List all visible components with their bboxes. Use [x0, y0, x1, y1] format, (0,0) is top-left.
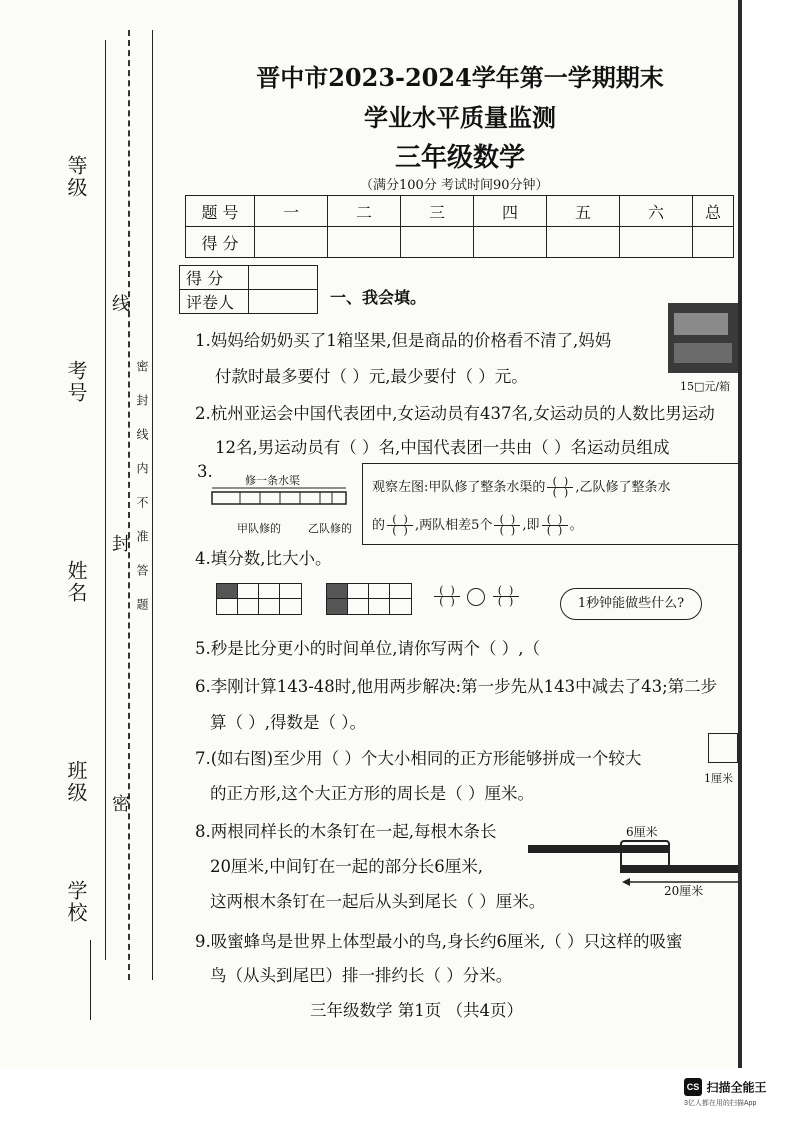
cs-logo-icon: CS — [684, 1078, 702, 1096]
school-underline — [90, 940, 91, 1020]
score-header-cell: 四 — [474, 196, 547, 227]
grid-cell — [259, 584, 280, 599]
score-header-cell: 题 号 — [186, 196, 255, 227]
label-school: 学校 — [64, 880, 88, 924]
label-name: 姓名 — [64, 560, 88, 604]
grid-cell — [280, 584, 301, 599]
q3-text-part: ,乙队修了整条水 — [575, 480, 671, 495]
grader-table — [179, 265, 318, 314]
q1-price-label: 15□元/箱 — [680, 380, 731, 393]
q6-line2: 算（ ）,得数是（ ）。 — [210, 713, 366, 732]
q5-line: 5.秒是比分更小的时间单位,请你写两个（ ）,（ — [195, 639, 540, 658]
q2-line2: 12名,男运动员有（ ）名,中国代表团一共由（ ）名运动员组成 — [215, 438, 670, 457]
grid-cell — [369, 599, 390, 614]
nut-box-image — [668, 303, 738, 373]
q8-line1: 8.两根同样长的木条钉在一起,每根木条长 — [195, 822, 497, 841]
q7-unit-square — [708, 733, 738, 763]
grid-cell — [348, 584, 369, 599]
grid-cell — [259, 599, 280, 614]
shaded-cell — [327, 584, 348, 599]
page-footer: 三年级数学 第1页 （共4页） — [310, 1001, 523, 1020]
q4-grid-left — [216, 583, 302, 615]
score-header-cell: 二 — [328, 196, 401, 227]
score-blank-cell[interactable] — [547, 227, 620, 258]
grid-cell — [238, 584, 259, 599]
q3-text-line1 — [372, 476, 671, 498]
scanner-tagline: 3亿人都在用的扫描App — [684, 1100, 757, 1108]
title-line1: 晋中市2023-2024学年第一学期期末 — [256, 63, 664, 92]
grid-cell — [238, 599, 259, 614]
q8-line3: 这两根木条钉在一起后从头到尾长（ ）厘米。 — [210, 892, 546, 911]
exam-subtitle: （满分100分 考试时间90分钟） — [360, 178, 549, 193]
q3-canal-label: 修一条水渠 — [245, 474, 300, 487]
score-blank-cell[interactable] — [328, 227, 401, 258]
score-header-cell: 总 — [693, 196, 734, 227]
fraction-blank[interactable]: ( ) ( ) — [542, 515, 568, 536]
q8-line2: 20厘米,中间钉在一起的部分长6厘米, — [210, 857, 483, 876]
title-line3: 三年级数学 — [394, 143, 525, 173]
label-class: 班级 — [64, 760, 88, 804]
q4-compare — [432, 586, 521, 607]
arrow-head — [622, 878, 630, 886]
score-header-cell: 一 — [255, 196, 328, 227]
fraction-blank[interactable]: ( ) ( ) — [434, 586, 460, 607]
q8-length-label: 20厘米 — [664, 884, 704, 898]
shaded-cell — [327, 599, 348, 614]
grid-cell — [348, 599, 369, 614]
q3-canal-diagram — [210, 486, 350, 516]
fraction-blank[interactable]: ( ) ( ) — [547, 477, 573, 498]
q3-team-a-label: 甲队修的 — [237, 522, 281, 535]
grader-name-cell[interactable] — [249, 290, 318, 314]
section-title: 一、我会填。 — [330, 288, 427, 307]
grader-score-label: 得 分 — [180, 266, 249, 290]
q8-overlap-label: 6厘米 — [626, 825, 658, 839]
score-header-cell: 五 — [547, 196, 620, 227]
grid-cell — [280, 599, 301, 614]
fraction-blank[interactable]: ( ) ( ) — [493, 586, 519, 607]
grid-cell — [390, 584, 411, 599]
q3-text-part: ,两队相差5个 — [415, 518, 493, 533]
q3-text-part: 。 — [569, 518, 583, 533]
score-header-cell: 三 — [401, 196, 474, 227]
line-char: 线 — [112, 294, 130, 315]
fraction-blank[interactable]: ( ) ( ) — [494, 515, 520, 536]
q9-line2: 鸟（从头到尾巴）排一排约长（ ）分米。 — [210, 966, 513, 985]
grid-cell — [390, 599, 411, 614]
grid-cell — [217, 599, 238, 614]
seal-warning: 密封线内不准答题 — [135, 360, 149, 632]
canal-bar — [212, 492, 346, 504]
scan-edge — [738, 0, 742, 1068]
q4-speech-bubble: 1秒钟能做些什么? — [560, 588, 702, 620]
binding-dashed-line — [128, 30, 130, 980]
score-table — [185, 195, 734, 258]
score-blank-cell[interactable] — [401, 227, 474, 258]
label-grade: 等级 — [64, 155, 88, 199]
q1-line2: 付款时最多要付（ ）元,最少要付（ ）元。 — [215, 367, 528, 386]
score-blank-cell[interactable] — [620, 227, 693, 258]
scanner-watermark — [684, 1078, 766, 1108]
scanner-brand: 扫描全能王 — [706, 1080, 767, 1095]
grader-name-label: 评卷人 — [180, 290, 249, 314]
score-blank-cell[interactable] — [255, 227, 328, 258]
q2-line1: 2.杭州亚运会中国代表团中,女运动员有437名,女运动员的人数比男运动 — [195, 404, 715, 423]
q3-text-part: ,即 — [522, 518, 540, 533]
score-row-label: 得 分 — [186, 227, 255, 258]
title-line2: 学业水平质量监测 — [364, 103, 556, 132]
q8-nail-box — [620, 840, 670, 868]
q1-line1: 1.妈妈给奶奶买了1箱坚果,但是商品的价格看不清了,妈妈 — [195, 331, 612, 350]
fraction-blank[interactable]: ( ) ( ) — [387, 515, 413, 536]
q4-grid-right — [326, 583, 412, 615]
grid-cell — [369, 584, 390, 599]
binding-line-left — [105, 40, 106, 960]
q3-number: 3. — [197, 462, 213, 481]
q4-line: 4.填分数,比大小。 — [195, 549, 332, 568]
score-blank-cell[interactable] — [474, 227, 547, 258]
seal-char: 封 — [112, 534, 130, 555]
score-blank-cell[interactable] — [693, 227, 734, 258]
q7-unit-label: 1厘米 — [704, 772, 733, 785]
q3-text-part: 的 — [372, 518, 386, 533]
score-header-cell: 六 — [620, 196, 693, 227]
compare-circle[interactable] — [467, 588, 485, 606]
label-exam-no: 考号 — [64, 360, 88, 404]
q7-line1: 7.(如右图)至少用（ ）个大小相同的正方形能够拼成一个较大 — [195, 749, 642, 768]
q6-line1: 6.李刚计算143-48时,他用两步解决:第一步先从143中减去了43;第二步 — [195, 677, 718, 696]
binding-line-right — [152, 30, 153, 980]
q3-text-line2 — [372, 514, 583, 536]
q7-line2: 的正方形,这个大正方形的周长是（ ）厘米。 — [210, 784, 534, 803]
grader-score-cell[interactable] — [249, 266, 318, 290]
q3-text-part: 观察左图:甲队修了整条水渠的 — [372, 480, 546, 495]
secret-char: 密 — [112, 794, 130, 815]
q3-team-b-label: 乙队修的 — [308, 522, 352, 535]
shaded-cell — [217, 584, 238, 599]
q9-line1: 9.吸蜜蜂鸟是世界上体型最小的鸟,身长约6厘米,（ ）只这样的吸蜜 — [195, 932, 683, 951]
